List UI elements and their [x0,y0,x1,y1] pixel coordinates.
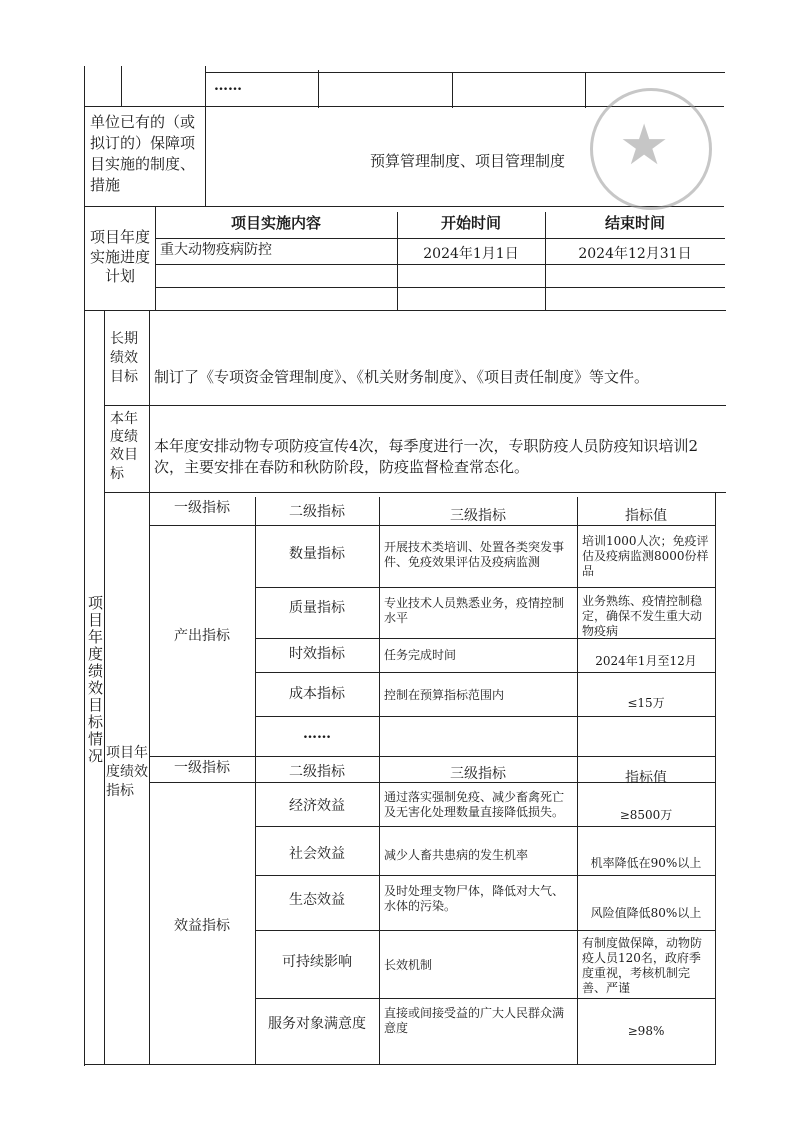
output-row-level3: 专业技术人员熟悉业务，疫情控制水平 [384,596,565,625]
benefit-row-level3: 及时处理支物尸体，降低对大气、水体的污染。 [384,884,565,913]
benefit-row-level3: 长效机制 [384,958,433,972]
benefit-row-level3: 减少人畜共患病的发生机率 [384,848,529,862]
benefit-row-level3: 通过落实强制免疫、减少畜禽死亡及无害化处理数量直接降低损失。 [384,790,565,819]
output-row-value: ≤15万 [627,696,665,710]
outer-left-border [84,66,85,1066]
schedule-header-content: 项目实施内容 [230,214,321,232]
schedule-row-end: 2024年12月31日 [578,246,692,262]
output-header-level1: 一级指标 [174,500,230,516]
output-header-level3: 三级指标 [450,508,506,524]
benefit-row-level2: 服务对象满意度 [268,1016,366,1032]
grid-line [149,310,150,1065]
output-level1: 产出指标 [174,628,230,644]
benefit-row-value: 机率降低在90%以上 [590,856,702,870]
grid-line [155,287,725,288]
long-term-text: 制订了《专项资金管理制度》、《机关财务制度》、《项目责任制度》等文件。 [154,368,650,386]
benefit-header-value: 指标值 [625,770,667,786]
benefit-row-level2: 可持续影响 [282,954,352,970]
benefit-row-level2: 经济效益 [289,798,345,814]
annual-label: 本年度绩效目标 [110,411,138,482]
measures-value: 预算管理制度、项目管理制度 [370,152,566,170]
schedule-label: 项目年度实施进度计划 [89,228,150,285]
indicator-label: 项目年度绩效指标 [106,745,148,799]
top-ellipsis: …… [214,78,242,94]
benefit-row-level2: 生态效益 [289,892,345,908]
grid-line [255,826,715,827]
grid-line [205,66,206,206]
schedule-row-start: 2024年1月1日 [423,246,519,262]
benefit-row-value: 风险值降低80%以上 [590,906,702,920]
grid-line [104,492,726,493]
performance-section-label: 项目年度绩效目标情况 [86,595,104,765]
grid-line [255,875,715,876]
output-row-level3: 开展技术类培训、处置各类突发事件、免疫效果评估及疫病监测 [384,540,565,569]
output-row-value: 业务熟练、疫情控制稳定，确保不发生重大动物疫病 [582,594,703,638]
schedule-header-start: 开始时间 [440,214,501,232]
annual-text: 本年度安排动物专项防疫宣传4次，每季度进行一次，专职防疫人员防疫知识培训2次，主要安排在春防和秋防阶段，防疫监督检查常态化。 [154,437,699,476]
benefit-row-value: 有制度做保障，动物防疫人员120名，政府季度重视，考核机制完善、严谨 [582,936,703,995]
grid-line [149,756,715,757]
grid-line [255,998,715,999]
grid-line [585,72,586,108]
grid-line [121,66,122,106]
grid-line [452,72,453,108]
grid-line [104,405,726,406]
star-icon: ★ [619,113,670,178]
long-term-label: 长期绩效目标 [110,331,138,385]
output-row-level2: 时效指标 [289,646,345,662]
grid-line [104,310,105,1065]
grid-line [255,587,715,588]
grid-line [255,672,715,673]
output-row-level3: 任务完成时间 [384,648,457,662]
grid-line [155,238,725,239]
output-row-level2: 数量指标 [289,546,345,562]
schedule-header-end: 结束时间 [604,214,665,232]
grid-line [255,930,715,931]
output-row-level3: 控制在预算指标范围内 [384,688,505,702]
output-row-value: 2024年1月至12月 [595,654,697,668]
official-seal [590,88,712,210]
schedule-row-content: 重大动物疫病防控 [160,242,272,258]
benefit-level1: 效益指标 [174,918,230,934]
benefit-row-level3: 直接或间接受益的广大人民群众满意度 [384,1006,565,1035]
benefit-row-value: ≥8500万 [619,808,673,822]
benefit-row-value: ≥98% [627,1024,665,1038]
measures-label: 单位已有的（或拟订的）保障项目实施的制度、措施 [90,113,196,194]
grid-line [318,70,319,108]
benefit-row-level2: 社会效益 [289,846,345,862]
benefit-header-level3: 三级指标 [450,766,506,782]
output-row-level2: …… [303,726,331,742]
output-row-level2: 质量指标 [289,600,345,616]
output-header-level2: 二级指标 [289,504,345,520]
benefit-header-level2: 二级指标 [289,764,345,780]
output-row-value: 培训1000人次；免疫评估及疫病监测8000份样品 [582,534,709,578]
grid-line [155,264,725,265]
output-row-level2: 成本指标 [289,686,345,702]
outer-bottom-border [84,1064,716,1065]
grid-line [84,310,726,311]
grid-line [205,72,725,73]
grid-line [84,206,724,207]
output-header-value: 指标值 [625,508,667,524]
grid-line [255,716,715,717]
outer-right-border [715,492,716,1065]
benefit-header-level1: 一级指标 [174,760,230,776]
